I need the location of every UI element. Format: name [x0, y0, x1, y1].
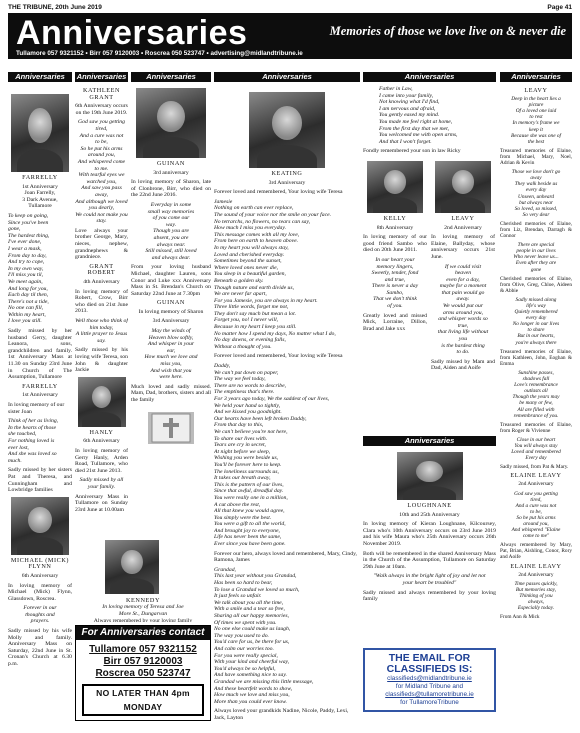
loughnane-notice	[363, 450, 496, 640]
paper-date: THE TRIBUNE, 20th June 2019	[8, 3, 102, 11]
notice-subtitle: 6th Anniversary occurs on the 19th June 2019.	[75, 103, 128, 116]
notice-text: Treasured memories of Elaine, from Michael, Mary, Noel, Adrian & Kevin	[500, 147, 572, 167]
notice-poem: Father in Law, I came into your family, Not knowing what I'd find, I am nervous and afraid, You gently eased my mind. You made me feel right at home, From the first day that we met, You welcomed me with open arms, And that I won't forget.	[379, 86, 458, 145]
notice-text: Both will be remembered in the shared Anniversary Mass in the Church of the Assumption, Tullamore on Saturday 29th June at 10am.	[363, 550, 496, 570]
notice-poem: In loving memory of Teresa and Joe More St., Dungarvan	[102, 604, 184, 617]
notice-text: From Ann & Mick	[500, 614, 540, 621]
notice-text: In loving memory of Sharon, late of Clonbrone, Birr, who died on the 22nd June 2016.	[131, 179, 211, 199]
notice-poem: Deep in the heart lies a picture Of a loved one laid to rest In memory's frame we keep it Because she was one of the best	[510, 96, 561, 145]
notice-subtitle: 1st Anniversary	[22, 392, 58, 399]
portrait-photo	[367, 161, 423, 213]
notice-poem: Time passes quickly, But memories stay, Thinking of you always, Especially today.	[514, 580, 558, 612]
notice-text: In loving memory of Robert, Crow, Birr who died on 21st June 2013.	[75, 288, 128, 315]
notice-text: Sadly missed and always remembered by your loving family	[363, 589, 496, 603]
classifieds-title: THE EMAIL FOR CLASSIFIEDS IS:	[386, 652, 473, 675]
classifieds-email-box	[363, 648, 496, 712]
promo-phone-birr: Birr 057 9120003	[103, 656, 183, 667]
notice-name: FARRELLY	[22, 382, 58, 390]
section-header: Anniversaries	[214, 72, 360, 82]
section-header: Anniversaries	[363, 436, 496, 446]
portrait-photo	[136, 88, 206, 158]
notice-subtitle: 10th and 25th Anniversary	[399, 511, 460, 518]
notice-subtitle: 2nd Anniversary	[518, 481, 554, 488]
notice-text: In loving memory of our good friend Sambo who died on 20th June 2011.	[363, 234, 427, 254]
notice-poem: If we could visit heaven even for a day, maybe for a moment that pain would go away. We would put our arms around you, and whisper words so true, that living life without you is the hardest thing to do.	[437, 263, 489, 356]
notice-text: Sadly missed by Mam and Dad, Aiden and Aoife	[431, 358, 495, 372]
notice-name: LEAVY	[524, 87, 548, 94]
notice-text: Always remembered by your loving family	[93, 618, 193, 622]
portrait-photo	[435, 161, 491, 213]
notice-poem: There are special people in our lives Who never leave us... Even after they are gone	[513, 242, 559, 273]
anniversaries-contact-box	[75, 625, 211, 721]
notice-subtitle: 1st Anniversary Joan Farrelly, 3 Dark Avenue, Tullamore	[22, 183, 58, 210]
notice-text: In loving memory of Kieran Loughnane, Kilcoursey, Clara who's 10th Anniversary occurs on 23rd June 2019 and his wife Maura who's 25th Anniversary occurs 26th November 2019.	[363, 521, 496, 547]
page-title: Anniversaries	[16, 14, 248, 52]
notice-name: KELLY	[383, 214, 407, 222]
notice-poem: Forever in our thoughts and prayers.	[23, 605, 57, 625]
promo-deadline: NO LATER THAN 4pm MONDAY	[82, 684, 204, 716]
classifieds-note: for TullamoreTribune	[400, 699, 459, 706]
notice-text: Fondly remembered your son in law Ricky	[363, 148, 461, 155]
contact-line: Tullamore 057 9321152 • Birr 057 9120003 • Roscrea 050 523747 • advertising@midlandtribune.ie	[16, 50, 303, 57]
notice-poem: God saw you getting tired, And a cure was not to be, So he put his arms around you, And whispered "Elaine come to me"	[511, 490, 561, 540]
portrait-photo	[397, 452, 463, 500]
notice-text: In loving memory of Michael (Mick) Flynn, Glassdown, Roscrea.	[8, 582, 72, 602]
notice-text: Forever loved and remembered, Your loving wife Teresa	[214, 189, 343, 196]
notice-subtitle: 3rd anniversary	[153, 169, 189, 176]
notice-poem: Close in our heart You will always stay Loved and remembered Every day	[511, 436, 561, 462]
notice-poem: Everyday in some small way memories of you come our way. Though you are absent, you are always near. Still missed, still loved and always dear.	[145, 201, 197, 261]
bible-icon	[144, 408, 198, 448]
notice-text: Greatly loved and missed Mick, Lorraine, Dillon, Brad and Jake xxx	[363, 312, 427, 332]
notice-text: Sadly missed by her sisters Pat and Theresa, and Cunningham and Lowbridge families	[8, 467, 72, 494]
notice-text: In loving memory of Sharon	[138, 308, 204, 315]
notice-subtitle: 3rd Anniversary	[268, 179, 306, 186]
notice-text: Sadly missed by his loving wife Teresa, son John & daughter Jackie	[75, 347, 128, 374]
notice-subtitle: 6th Anniversary	[21, 572, 59, 579]
notice-text: In loving memory of Gerry Hanly, Arden Road, Tullamore, who died 21st June 2013.	[75, 447, 128, 474]
section-header: Anniversaries	[131, 72, 211, 82]
notice-text: Anniversary Mass in Tullamore on Sunday 23rd June at 10.00am	[75, 493, 128, 513]
notice-text: Treasured memories of Elaine, from Roger & Vivienne	[500, 421, 572, 434]
portrait-photo	[11, 94, 69, 172]
notice-name: LOUGHNANE	[407, 502, 452, 509]
column-1	[8, 86, 72, 726]
page-slogan: Memories of those we love live on & never die	[329, 24, 566, 38]
notice-name: KEATING	[271, 170, 303, 177]
classifieds-email-tullamore[interactable]: classifieds@tullamoretribune.ie	[385, 691, 474, 698]
notice-text: Sadly missed, from Pat & Mary.	[500, 464, 569, 471]
section-header: Anniversaries	[500, 72, 572, 82]
notice-name: KATHLEEN GRANT	[82, 87, 121, 101]
kelly-notice	[363, 159, 427, 375]
notice-subtitle: 2nd Anniversary	[444, 224, 482, 231]
notice-text: Love always your brother George, Mary, nieces, nephew, grandnephews & grandniece.	[75, 227, 128, 261]
notice-poem: Grandad, This last year without you Grandad, Has been so hard to bear, To lose a Grandad we loved so much, It just feels so unfair. We talk about you all the time, With a smile and a tear so free, Sharing all our happy memories, Of times we spent with you. No one else could make us laugh, The way you used to do. You'd care for us, be there for us, And calm our worries too. For you were really special, With your kind and cheerful way, You'd always be so helpful, And have something nice to say. Grandad we are missing this little message, And these heartfelt words to show, How much we love and miss you, More than you could ever know.	[214, 566, 314, 705]
notice-text: Sadly missed by his wife Molly and family. Anniversary Mass on Saturday, 22nd June in St. Cronan's Church at 6.30 p.m.	[8, 628, 72, 668]
notice-poem: May the winds of Heaven blow softly, And whisper in your ear, How much we love and miss you, And wish that you were here.	[144, 328, 198, 381]
notice-name: GUINAN	[156, 160, 185, 167]
portrait-photo	[105, 540, 159, 594]
notice-name: GUINAN	[156, 299, 185, 307]
kennedy-notice	[75, 540, 211, 622]
notice-poem: Sadly missed by all your family.	[79, 477, 124, 490]
promo-phone-tullamore: Tullamore 057 9321152	[89, 644, 197, 655]
notice-name: FARRELLY	[22, 174, 58, 181]
notice-text: Always remembered by Mary, Pat, Brian, Aishling, Conor, Rory and Aoife	[500, 542, 572, 561]
portrait-photo	[249, 92, 325, 168]
notice-name: HANLY	[89, 428, 114, 436]
notice-poem: God saw you getting tired, And a cure was not to be, So he put his arms around you, And whispered come to me. With tearful eyes we watched you, And saw you pass away, And although we loved you dearly, We could not make you stay.	[75, 119, 128, 225]
notice-poem: Daddy, We can't put down on paper, The way we feel today, There are no words to describe, The emptiness that's there. For 3 years ago today, We the saddest of our lives, We held your hand so tightly, And we kissed you goodnight. Our hearts have been left broken Daddy, From that day to this, We can't believe you're not here, To share our lives with. Tears are cry in secret, At night before we sleep, Wishing you were beside us, You'll be forever here to keep. The loneliness surrounds us, It takes our breath away, This is the pattern of our lives, Since that awful, dreadful day. You were really one in a million, A cut above the rest, All that knew you would agree, You simply were the best. You were a gift to all the world, And brought joy to everyone, Life has never been the same, Ever since you have been gone.	[214, 363, 330, 548]
notice-name: KENNEDY	[125, 597, 161, 604]
notice-text: From your loving husband Michael, daughter Lauren, sons Conor and Luke xxx Anniversary Mass in St. Brendan's Church on Saturday 22nd June at 7.30pm	[131, 264, 211, 297]
section-header: Anniversaries	[363, 72, 496, 82]
notice-subtitle: 4th Anniversary	[83, 279, 120, 286]
page-number: Page 41	[547, 3, 572, 11]
notice-text: Always loved your grandkids Nadine, Nicole, Paddy, Lexi, Jack, Layton	[214, 708, 349, 721]
notice-poem: Sunshine passes, shadows fall Love's remembrance outlasts all Though the years may be many or few, All are filled with remembrance of you.	[512, 369, 560, 419]
notice-text: Sadly missed by her husband Gerry, daughter Leanora, sons, grandchildren and family. 1st Anniversary Mass at 11.30 on Sunday 23rd June in Church of The Assumption, Tullamore	[8, 328, 72, 381]
notice-text: Forever loved and remembered, Your loving wife Teresa	[214, 353, 343, 360]
notice-text: Much loved and sadly missed. Mam, Dad, brothers, sisters and all the family	[131, 383, 211, 403]
portrait-photo	[11, 497, 69, 555]
notice-text: Cherished memories of Elaine, from Liz, Brendan, Darragh & Connor	[500, 220, 572, 240]
leavy-notice	[431, 159, 495, 375]
notice-name: GRANT ROBERT	[87, 262, 116, 277]
notice-text: Forever our hero, always loved and remembered, Mary, Cindy, Ramona, James	[214, 550, 357, 564]
portrait-photo	[78, 377, 126, 427]
notice-poem: Think of her as living, In the hearts of those she touched, For nothing loved is ever lost, And she was loved so much.	[8, 418, 59, 464]
notice-subtitle: 8th Anniversary	[376, 224, 414, 231]
section-header: Anniversaries	[76, 72, 127, 81]
notice-text: Treasured memories of Elaine, from Kathleen, John, Eoghan & Emma	[500, 348, 572, 367]
notice-subtitle: 6th Anniversary	[83, 438, 120, 445]
notice-name: ELAINE LEAVY	[510, 562, 562, 570]
notice-subtitle: 2nd Anniversary	[518, 571, 554, 578]
notice-poem: Well those who think of him today, A little prayer to Jesus say.	[75, 318, 128, 344]
section-header: Anniversaries	[8, 72, 72, 82]
notice-text: In loving memory of Elaine, Ballyday, whose anniversary occurs 21st June.	[431, 234, 495, 260]
notice-pair	[363, 159, 496, 375]
notice-poem: "Walk always in the bright light of joy and let not your heart be troubled"	[373, 573, 486, 586]
notice-poem: Sadly missed along life's way Quietly remembered every day No longer in our lives to share But in our hearts, you're always there	[512, 296, 560, 346]
top-line	[8, 2, 572, 12]
notice-poem: Those we love don't go away They walk beside us every day Unseen, unheard but always near So loved, so missed, So very dear	[511, 169, 561, 218]
notice-name: MICHAEL (MICK) FLYNN	[10, 556, 70, 571]
classifieds-email-midland[interactable]: classifieds@midlandtribune.ie	[387, 675, 472, 682]
column-6	[500, 86, 572, 726]
notice-subtitle: 3rd Anniversary	[152, 318, 190, 325]
notice-text: Cherished memories of Elaine, from Olive, Greg, Chloe, Aideen & Abbie	[500, 275, 572, 294]
promo-phone-roscrea: Roscrea 050 523747	[95, 668, 191, 679]
notice-text: In loving memory of our sister Joan	[8, 402, 65, 415]
promo-title: For Anniversaries contact	[76, 626, 210, 640]
notice-poem: To keep on going, Since you've been gone, The hardest thing, I've ever done, I wear a mask, From day to day, And try to cope, In my own way, I'll miss you til, We meet again, And long for you, Each day til then, There's not a tide, No one can fill, Within my heart, I love you still.	[8, 212, 50, 325]
notice-poem: In our heart your memory lingers, Sweetly, tender, fond and true, There is never a day Sambo, That we don't think of you.	[371, 256, 419, 310]
classifieds-note: for Midland Tribune and	[395, 683, 464, 690]
notice-name: ELAINE LEAVY	[510, 472, 562, 480]
column-4	[214, 86, 360, 726]
notice-poem: Jamesie Nothing on earth can ever replace, The sound of your voice nor the smile on your face. No tetrarchs, no flowers, no tears can say, How much I miss you everyday. This message comes with all my love, From here on earth to heaven above. In my heart you will always stay, Loved and cherished everyday. Sometimes beyond the sunset, Where loved ones never die, You sleep in a beautiful garden, Beneath a golden sky. Though nature and earth divide us, We are never far apart, For you Jamesie, you are always in my heart. Three little words, forget me not, They don't say much but mean a lot. Forget you, no! I never will, Because in my heart I keep you still. No matter how I spend my days, No matter what I do, No day dawns, or evening falls, Without a thought of you.	[214, 198, 336, 350]
masthead	[8, 13, 572, 59]
notice-name: LEAVY	[451, 214, 475, 222]
